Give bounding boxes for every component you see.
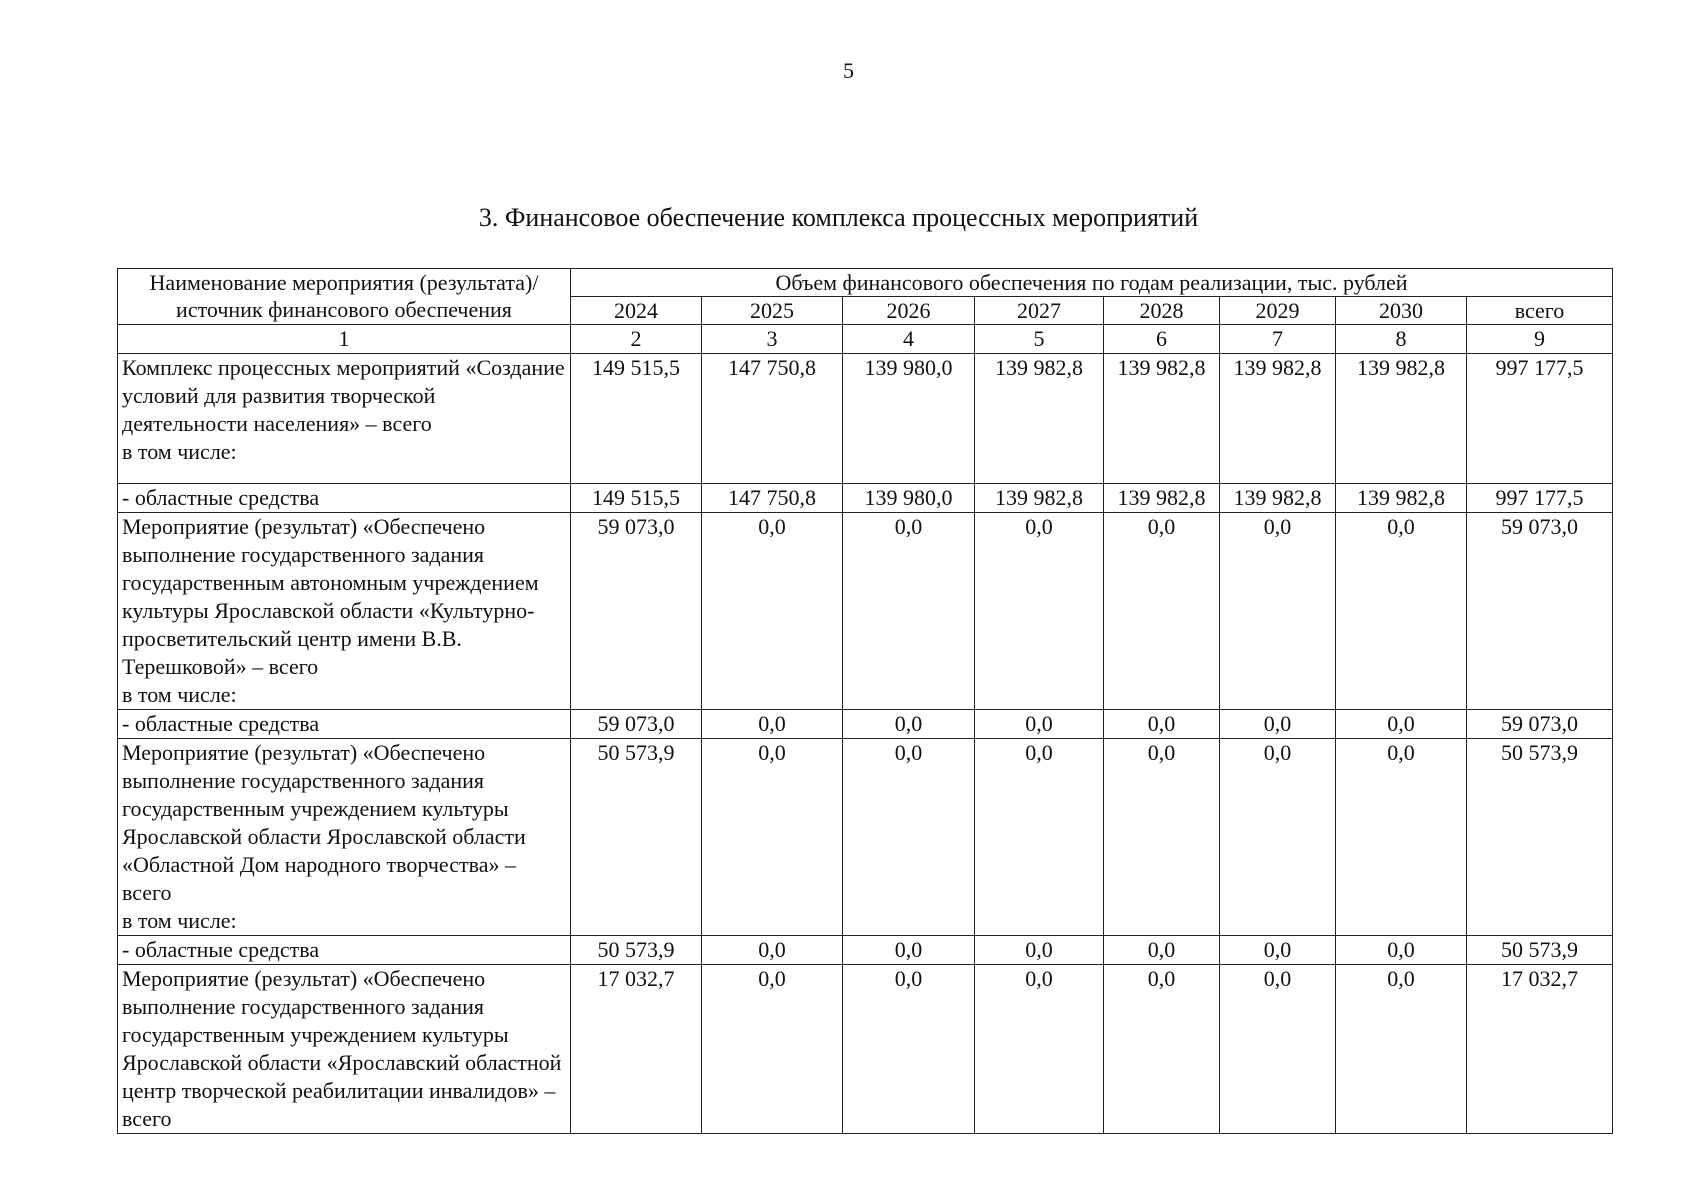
row-value-cell: 139 980,0	[843, 484, 975, 513]
row-value-cell: 139 982,8	[1336, 484, 1467, 513]
column-number: 2	[571, 325, 702, 354]
row-value-cell: 59 073,0	[571, 513, 702, 710]
row-value-cell: 139 982,8	[1220, 484, 1336, 513]
table-row-activity	[118, 354, 1613, 484]
row-name-cell: - областные средства	[118, 936, 571, 965]
row-value-cell: 0,0	[843, 710, 975, 739]
row-value-cell: 139 982,8	[975, 484, 1104, 513]
row-total-cell: 997 177,5	[1467, 354, 1613, 484]
row-value-cell: 50 573,9	[571, 739, 702, 936]
row-value-cell: 0,0	[702, 513, 843, 710]
row-value-cell: 0,0	[702, 739, 843, 936]
column-number: 6	[1104, 325, 1220, 354]
header-year-2027: 2027	[975, 297, 1104, 325]
row-value-cell: 50 573,9	[571, 936, 702, 965]
column-number: 7	[1220, 325, 1336, 354]
column-number-row	[118, 325, 1613, 354]
row-name-cell: - областные средства	[118, 484, 571, 513]
row-value-cell: 139 982,8	[1104, 484, 1220, 513]
row-value-cell: 0,0	[1336, 710, 1467, 739]
row-value-cell: 0,0	[975, 710, 1104, 739]
header-year-2024: 2024	[571, 297, 702, 325]
row-total-cell: 997 177,5	[1467, 484, 1613, 513]
row-name-cell: Мероприятие (результат) «Обеспечено выполнение государственного задания государственным учреждением культуры Ярославской области Ярославской области «Областной Дом народного творчества» – всего в том числе:	[118, 739, 571, 936]
table-row-activity	[118, 965, 1613, 1134]
row-value-cell: 0,0	[843, 965, 975, 1134]
row-value-cell: 139 980,0	[843, 354, 975, 484]
page-number: 5	[843, 58, 854, 83]
row-value-cell: 147 750,8	[702, 354, 843, 484]
row-value-cell: 139 982,8	[975, 354, 1104, 484]
column-number: 1	[118, 325, 571, 354]
table-row-source	[118, 484, 1613, 513]
row-total-cell: 59 073,0	[1467, 513, 1613, 710]
row-value-cell: 0,0	[843, 936, 975, 965]
section-title: 3. Финансовое обеспечение комплекса процессных мероприятий	[478, 203, 1199, 232]
financing-table	[117, 268, 1613, 1134]
row-total-cell: 17 032,7	[1467, 965, 1613, 1134]
column-number: 5	[975, 325, 1104, 354]
row-value-cell: 0,0	[843, 739, 975, 936]
column-number: 9	[1467, 325, 1613, 354]
row-value-cell: 0,0	[1336, 739, 1467, 936]
row-name-cell: - областные средства	[118, 710, 571, 739]
header-year-2030: 2030	[1336, 297, 1467, 325]
header-year-2025: 2025	[702, 297, 843, 325]
table-row-activity	[118, 513, 1613, 710]
header-year-2028: 2028	[1104, 297, 1220, 325]
row-value-cell: 0,0	[702, 965, 843, 1134]
row-value-cell: 59 073,0	[571, 710, 702, 739]
row-total-cell: 50 573,9	[1467, 936, 1613, 965]
column-number: 8	[1336, 325, 1467, 354]
row-value-cell: 0,0	[975, 739, 1104, 936]
row-total-cell: 50 573,9	[1467, 739, 1613, 936]
header-row-1	[118, 269, 1613, 297]
row-value-cell: 17 032,7	[571, 965, 702, 1134]
header-year-2029: 2029	[1220, 297, 1336, 325]
row-value-cell: 0,0	[975, 513, 1104, 710]
header-total: всего	[1467, 297, 1613, 325]
table-body	[118, 269, 1613, 1134]
row-value-cell: 0,0	[1104, 513, 1220, 710]
row-value-cell: 0,0	[1104, 710, 1220, 739]
row-value-cell: 0,0	[1104, 936, 1220, 965]
row-value-cell: 0,0	[1220, 936, 1336, 965]
row-value-cell: 0,0	[1220, 965, 1336, 1134]
row-value-cell: 0,0	[702, 710, 843, 739]
row-value-cell: 0,0	[1336, 513, 1467, 710]
row-value-cell: 0,0	[975, 936, 1104, 965]
row-value-cell: 149 515,5	[571, 354, 702, 484]
row-value-cell: 139 982,8	[1336, 354, 1467, 484]
row-value-cell: 149 515,5	[571, 484, 702, 513]
header-name-cell: Наименование мероприятия (результата)/ источник финансового обеспечения	[118, 269, 571, 325]
column-number: 4	[843, 325, 975, 354]
table-row-source	[118, 710, 1613, 739]
row-value-cell: 0,0	[1104, 965, 1220, 1134]
row-value-cell: 0,0	[1220, 739, 1336, 936]
row-value-cell: 0,0	[1104, 739, 1220, 936]
row-total-cell: 59 073,0	[1467, 710, 1613, 739]
row-value-cell: 0,0	[843, 513, 975, 710]
table-row-source	[118, 936, 1613, 965]
row-value-cell: 0,0	[1336, 965, 1467, 1134]
row-value-cell: 0,0	[1336, 936, 1467, 965]
row-value-cell: 0,0	[702, 936, 843, 965]
header-group-cell: Объем финансового обеспечения по годам реализации, тыс. рублей	[571, 269, 1613, 297]
row-value-cell: 0,0	[1220, 710, 1336, 739]
row-value-cell: 0,0	[1220, 513, 1336, 710]
row-name-cell: Комплекс процессных мероприятий «Создание условий для развития творческой деятельности населения» – всего в том числе:	[118, 354, 571, 484]
row-name-cell: Мероприятие (результат) «Обеспечено выполнение государственного задания государственным учреждением культуры Ярославской области «Ярославский областной центр творческой реабилитации инвалидов» – всего	[118, 965, 571, 1134]
row-value-cell: 0,0	[975, 965, 1104, 1134]
row-value-cell: 139 982,8	[1220, 354, 1336, 484]
table-row-activity	[118, 739, 1613, 936]
row-value-cell: 147 750,8	[702, 484, 843, 513]
row-name-cell: Мероприятие (результат) «Обеспечено выполнение государственного задания государственным автономным учреждением культуры Ярославской области «Культурно-просветительский центр имени В.В. Терешковой» – всего в том числе:	[118, 513, 571, 710]
header-year-2026: 2026	[843, 297, 975, 325]
row-value-cell: 139 982,8	[1104, 354, 1220, 484]
column-number: 3	[702, 325, 843, 354]
